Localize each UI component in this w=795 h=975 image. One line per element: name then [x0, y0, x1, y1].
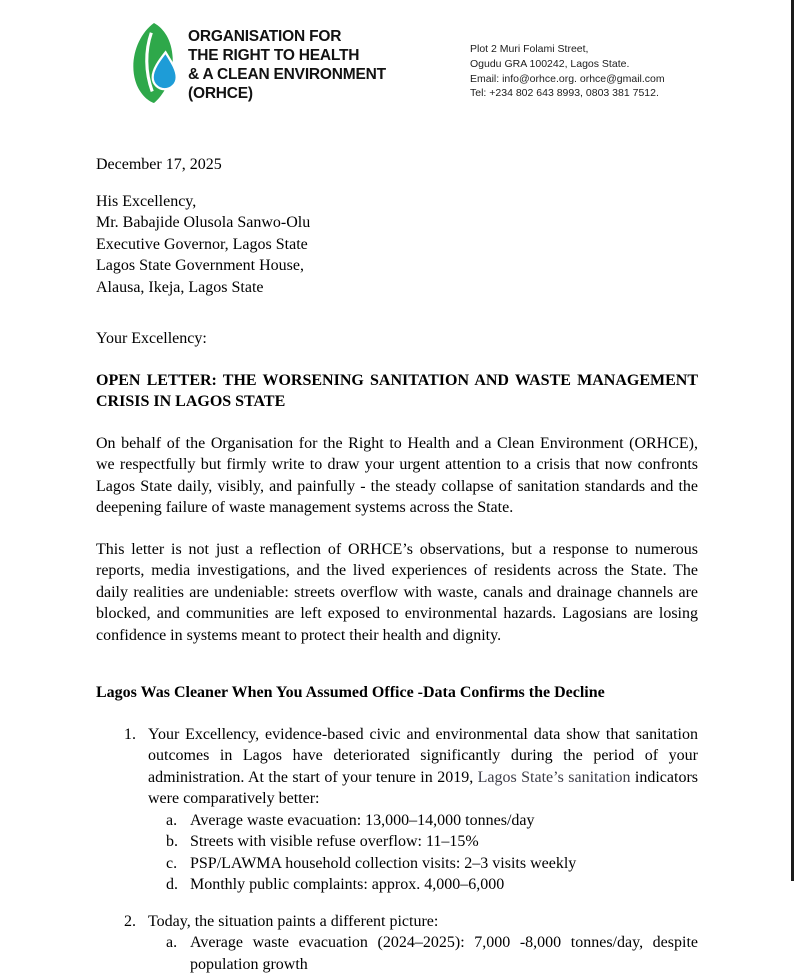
recipient-address — [96, 191, 698, 299]
recipient-line: Mr. Babajide Olusola Sanwo-Olu — [96, 212, 698, 234]
sub-item-text: Streets with visible refuse overflow: 11–15% — [190, 831, 698, 853]
section-heading: Lagos Was Cleaner When You Assumed Office -Data Confirms the Decline — [96, 682, 698, 704]
sub-item-text: PSP/LAWMA household collection visits: 2–3 visits weekly — [190, 853, 698, 875]
sub-item — [166, 853, 698, 875]
org-name-line: (ORHCE) — [188, 84, 386, 103]
letterhead — [0, 0, 795, 110]
sub-item-text: Average waste evacuation (2024–2025): 7,000 -8,000 tonnes/day, despite population growth — [190, 932, 698, 975]
sub-item-letter: b. — [166, 831, 190, 853]
sublist-2 — [166, 932, 698, 975]
contact-info — [470, 42, 665, 101]
org-name — [188, 20, 386, 106]
sub-item — [166, 874, 698, 896]
sub-item-letter: c. — [166, 853, 190, 875]
sub-item-text: Average waste evacuation: 13,000–14,000 tonnes/day — [190, 810, 698, 832]
org-name-line: & A CLEAN ENVIRONMENT — [188, 65, 386, 84]
window-edge — [791, 0, 794, 881]
recipient-line: Alausa, Ikeja, Lagos State — [96, 277, 698, 299]
sub-item — [166, 932, 698, 975]
sub-item-letter: a. — [166, 810, 190, 832]
paragraph-2: This letter is not just a reflection of ORHCE’s observations, but a response to numerous reports, media investigations, and the lived experiences of residents across the State. The daily realities are undeniable: streets overflow with waste, canals and drainage channels are blocked, and communities are left exposed to environmental hazards. Lagosians are losing confidence in systems meant to protect their health and dignity. — [96, 539, 698, 647]
list-item-number: 1. — [96, 724, 148, 810]
sub-item — [166, 831, 698, 853]
tenure-highlight: Lagos State’s sanitation — [478, 769, 631, 786]
paragraph-1: On behalf of the Organisation for the Right to Health and a Clean Environment (ORHCE), we respectfully but firmly write to draw your urgent attention to a crisis that now confronts Lagos State daily, visibly, and painfully - the steady collapse of sanitation standards and the deepening failure of waste management systems across the State. — [96, 433, 698, 519]
list-item-2 — [96, 911, 698, 933]
list-item-text — [148, 724, 698, 810]
sub-item-letter: a. — [166, 932, 190, 975]
numbered-list — [96, 724, 698, 975]
sublist-1 — [166, 810, 698, 896]
contact-phone-line: Tel: +234 802 643 8993, 0803 381 7512. — [470, 86, 665, 101]
list-item-1 — [96, 724, 698, 810]
sub-item — [166, 810, 698, 832]
list-item-text: Today, the situation paints a different picture: — [148, 911, 698, 933]
recipient-line: Lagos State Government House, — [96, 255, 698, 277]
contact-email-line: Email: info@orhce.org. orhce@gmail.com — [470, 72, 665, 87]
recipient-line: Executive Governor, Lagos State — [96, 234, 698, 256]
letter-date: December 17, 2025 — [96, 154, 698, 176]
recipient-line: His Excellency, — [96, 191, 698, 213]
sub-item-letter: d. — [166, 874, 190, 896]
subject-line: OPEN LETTER: THE WORSENING SANITATION AND WASTE MANAGEMENT CRISIS IN LAGOS STATE — [96, 370, 698, 413]
org-name-line: ORGANISATION FOR — [188, 27, 386, 46]
orhce-leaf-drop-logo-icon — [130, 20, 178, 106]
sub-item-text: Monthly public complaints: approx. 4,000–6,000 — [190, 874, 698, 896]
list-item-text-before: Your Excellency, evidence-based civic and environmental data show that sanitation outcomes in Lagos have deteriorated significantly during the period of your administration. At the start of your tenure in 2019, — [148, 726, 698, 786]
contact-address-line: Ogudu GRA 100242, Lagos State. — [470, 57, 665, 72]
letter-body — [96, 154, 698, 975]
list-item-number: 2. — [96, 911, 148, 933]
salutation: Your Excellency: — [96, 328, 698, 350]
org-name-line: THE RIGHT TO HEALTH — [188, 46, 386, 65]
list-item-text-after: indicators were comparatively better: — [148, 769, 698, 808]
contact-address-line: Plot 2 Muri Folami Street, — [470, 42, 665, 57]
